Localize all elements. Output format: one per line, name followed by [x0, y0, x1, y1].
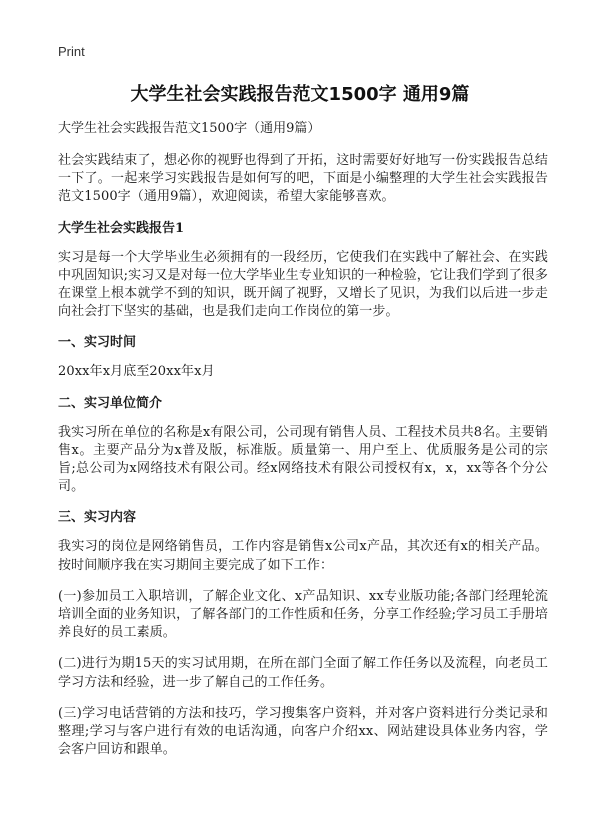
- section-paragraph: (二)进行为期15天的实习试用期，在所在部门全面了解工作任务以及流程，向老员工学习方法和经验，进一步了解自己的工作任务。: [58, 656, 548, 690]
- section-heading-internship-time: 一、实习时间: [58, 335, 137, 351]
- print-link[interactable]: Print: [58, 44, 85, 59]
- report-paragraph: 实习是每一个大学毕业生必须拥有的一段经历，它使我们在实践中了解社会、在实践中巩固知识;实习又是对每一位大学毕业生专业知识的一种检验，它让我们学到了很多在课堂上根本就学不到的知识，既开阔了视野，又增长了见识，为我们以后进一步走向社会打下坚实的基础，也是我们走向工作岗位的第一步。: [58, 249, 548, 320]
- section-paragraph: (一)参加员工入职培训，了解企业文化、x产品知识、xx专业版功能;各部门经理轮流培训全面的业务知识，了解各部门的工作性质和任务，分享工作经验;学习员工手册培养良好的员工素质。: [58, 588, 548, 641]
- article-subtitle: 大学生社会实践报告范文1500字（通用9篇）: [58, 121, 321, 136]
- section-heading-internship-content: 三、实习内容: [58, 510, 137, 526]
- intro-paragraph: 社会实践结束了，想必你的视野也得到了开拓，这时需要好好地写一份实践报告总结一下了。一起来学习实践报告是如何写的吧，下面是小编整理的大学生社会实践报告范文1500字（通用9篇），欢迎阅读，希望大家能够喜欢。: [58, 153, 548, 205]
- report-heading: 大学生社会实践报告1: [58, 220, 185, 236]
- section-paragraph: (三)学习电话营销的方法和技巧，学习搜集客户资料，并对客户资料进行分类记录和整理;学习与客户进行有效的电话沟通，向客户介绍xx、网站建设具体业务内容，学会客户回访和跟单。: [58, 705, 548, 758]
- section-paragraph: 我实习的岗位是网络销售员，工作内容是销售x公司x产品，其次还有x的相关产品。按时间顺序我在实习期间主要完成了如下工作：: [58, 539, 548, 573]
- page-title: 大学生社会实践报告范文1500字 通用9篇: [130, 84, 470, 105]
- section-paragraph: 20xx年x月底至20xx年x月: [58, 364, 215, 380]
- section-paragraph: 我实习所在单位的名称是x有限公司，公司现有销售人员、工程技术员共8名。主要销售x。主要产品分为x普及版，标准版。质量第一、用户至上、优质服务是公司的宗旨;总公司为x网络技术有限公司。经x网络技术有限公司授权有x，x，xx等各个分公司。: [58, 424, 548, 495]
- section-heading-company-intro: 二、实习单位简介: [58, 395, 163, 411]
- article-body: [58, 120, 548, 772]
